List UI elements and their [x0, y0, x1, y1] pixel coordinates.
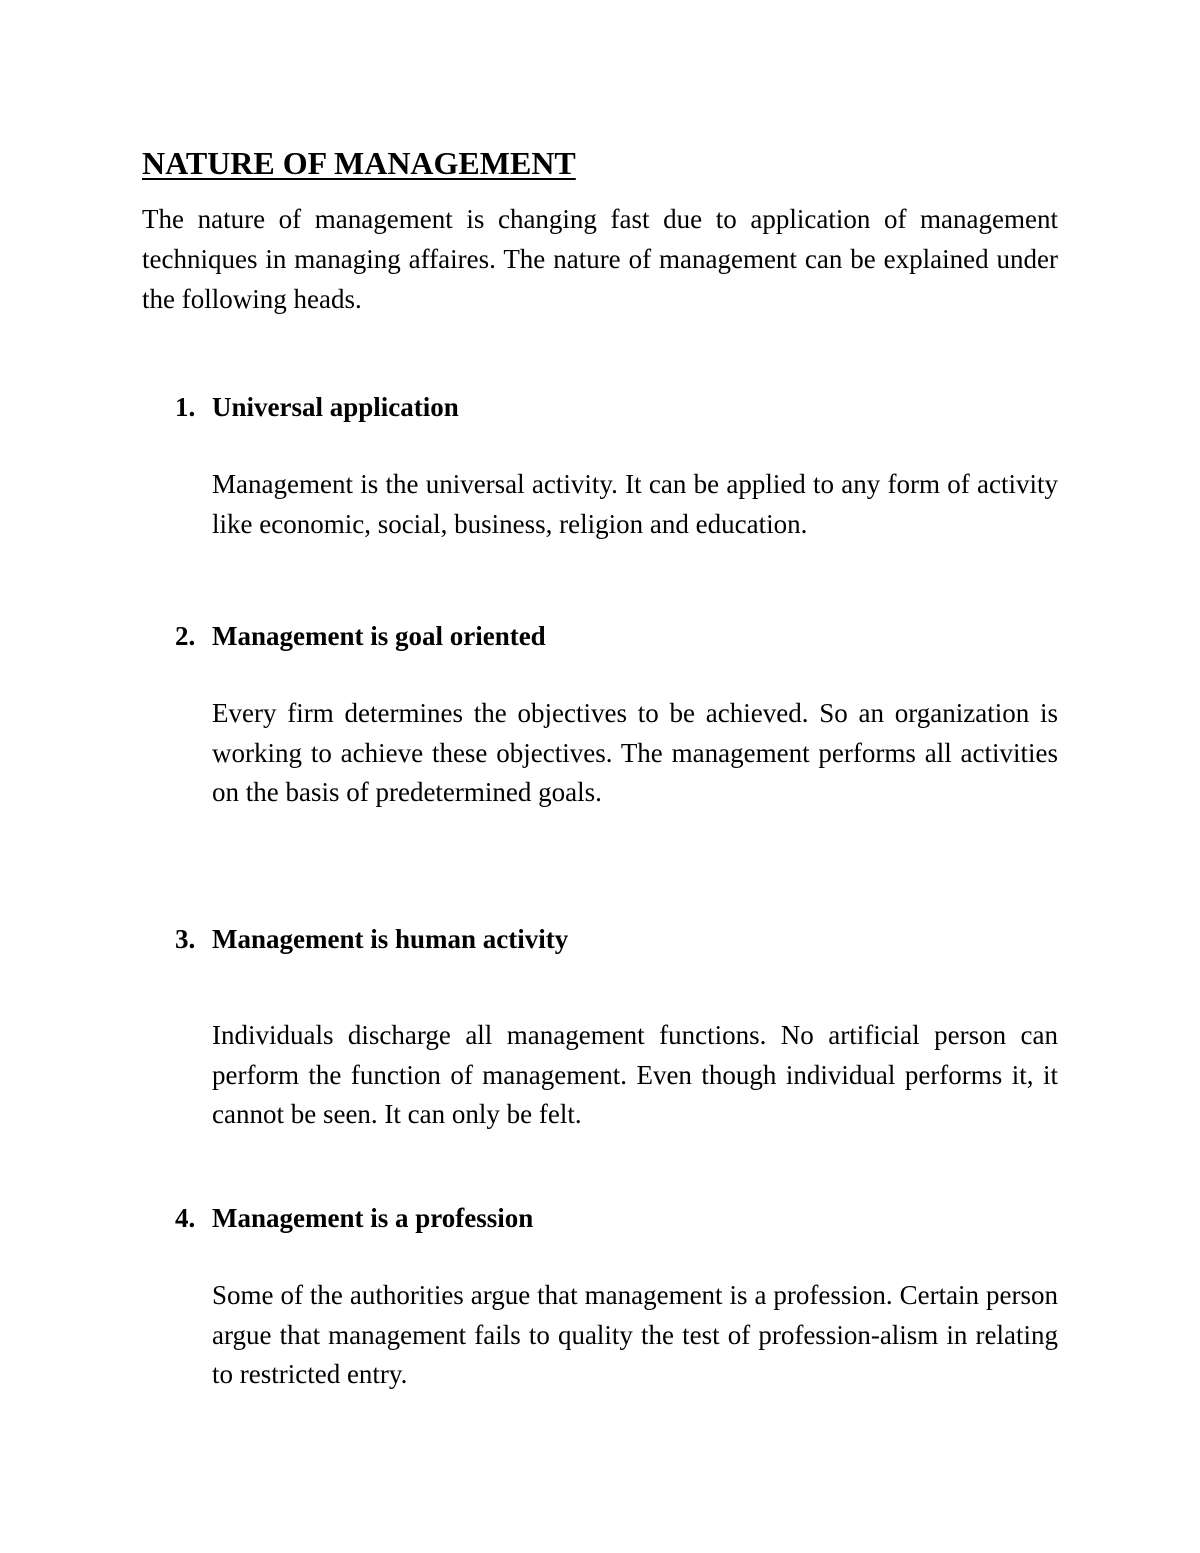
section-body: Individuals discharge all management functions. No artificial person can perform the function of management. Even though individual performs it, it cannot be seen. It can only be felt. [212, 1020, 1058, 1129]
section-heading-text: Management is goal oriented [212, 621, 546, 651]
section-heading-text: Management is a profession [212, 1203, 534, 1233]
section-heading [175, 387, 459, 427]
page-title: NATURE OF MANAGEMENT [142, 145, 576, 181]
section-number: 3. [175, 924, 196, 954]
section-number: 2. [175, 621, 196, 651]
section-heading [175, 1198, 533, 1238]
section-heading-text: Universal application [212, 392, 459, 422]
section-heading [175, 919, 568, 959]
section-body: Some of the authorities argue that management is a profession. Certain person argue that management fails to quality the test of profession-alism in relating to restricted entry. [212, 1280, 1058, 1389]
section-body: Every firm determines the objectives to be achieved. So an organization is working to achieve these objectives. The management performs all activities on the basis of predetermined goals. [212, 698, 1058, 807]
section-body: Management is the universal activity. It can be applied to any form of activity like economic, social, business, religion and education. [212, 469, 1058, 539]
section-heading [175, 616, 546, 656]
section-heading-text: Management is human activity [212, 924, 569, 954]
section-number: 1. [175, 392, 196, 422]
intro-paragraph: The nature of management is changing fast due to application of management techniques in managing affaires. The nature of management can be explained under the following heads. [142, 204, 1058, 314]
section-number: 4. [175, 1203, 196, 1233]
